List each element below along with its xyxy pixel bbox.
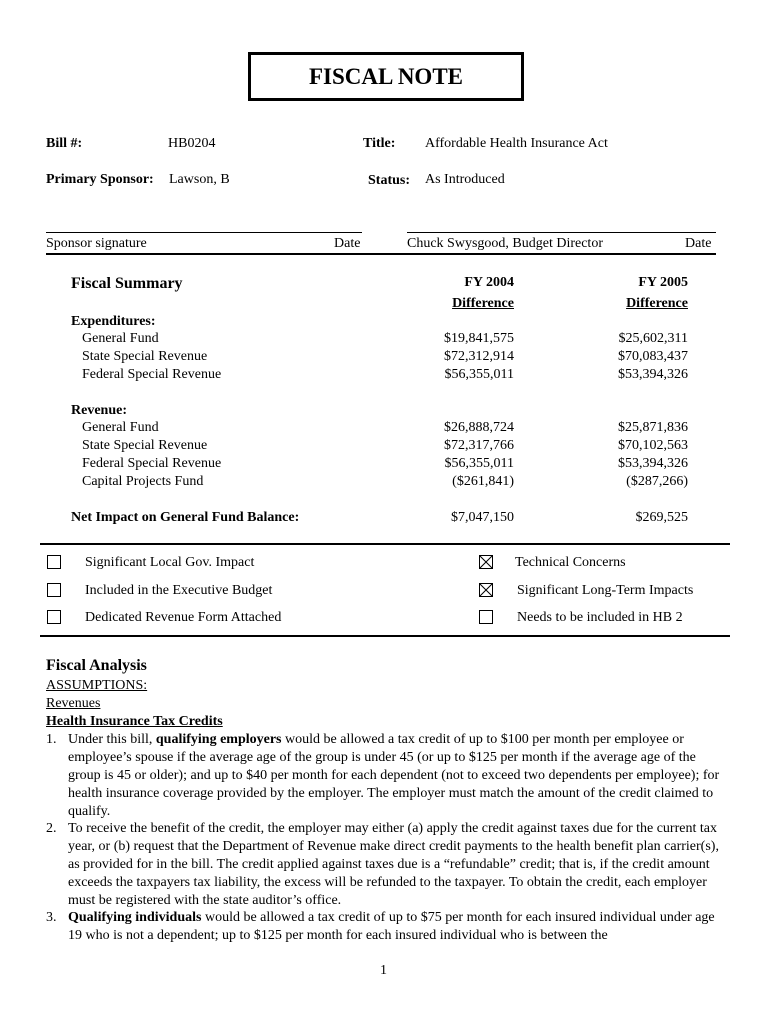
fiscal-summary-heading: Fiscal Summary <box>71 275 183 292</box>
expenditure-fy2004-value: $56,355,011 <box>444 367 514 382</box>
page-number: 1 <box>380 963 387 978</box>
checkbox-label: Needs to be included in HB 2 <box>517 610 683 625</box>
revenue-fy2004-value: ($261,841) <box>452 474 514 489</box>
checkbox-hb2[interactable] <box>479 610 493 624</box>
net-impact-fy2004-value: $7,047,150 <box>451 510 514 525</box>
revenue-row-label: Capital Projects Fund <box>82 474 204 489</box>
tax-credits-subheading: Health Insurance Tax Credits <box>46 714 223 729</box>
bill-title-value: Affordable Health Insurance Act <box>425 136 608 151</box>
bill-title-label: Title: <box>363 136 396 151</box>
checkbox-dedicated-revenue-form[interactable] <box>47 610 61 624</box>
checkbox-local-gov-impact[interactable] <box>47 555 61 569</box>
revenues-heading: Revenues <box>46 696 101 711</box>
expenditure-fy2004-value: $19,841,575 <box>444 331 514 346</box>
expenditure-row-label: State Special Revenue <box>82 349 208 364</box>
checkbox-label: Significant Local Gov. Impact <box>85 555 255 570</box>
sponsor-signature-label: Sponsor signature <box>46 236 147 251</box>
summary-divider-top <box>40 543 730 545</box>
expenditure-row-label: Federal Special Revenue <box>82 367 222 382</box>
director-date-label: Date <box>685 236 712 251</box>
expenditure-fy2005-value: $53,394,326 <box>618 367 688 382</box>
budget-director-label: Chuck Swysgood, Budget Director <box>407 236 603 251</box>
expenditure-fy2005-value: $25,602,311 <box>618 331 688 346</box>
status-value: As Introduced <box>425 172 505 187</box>
list-item-number: 1. <box>46 732 57 747</box>
checkbox-label: Significant Long-Term Impacts <box>517 583 694 598</box>
sponsor-date-label: Date <box>334 236 361 251</box>
revenue-fy2004-value: $26,888,724 <box>444 420 514 435</box>
checkbox-label: Dedicated Revenue Form Attached <box>85 610 282 625</box>
checked-x-icon <box>480 556 492 568</box>
director-signature-line <box>407 232 716 233</box>
fy2004-header: FY 2004 <box>464 275 514 290</box>
revenue-fy2005-value: ($287,266) <box>626 474 688 489</box>
fy2005-subheader: Difference <box>626 296 688 311</box>
expenditure-row-label: General Fund <box>82 331 159 346</box>
list-item-number: 2. <box>46 821 57 836</box>
revenue-fy2005-value: $25,871,836 <box>618 420 688 435</box>
header-divider <box>46 253 716 255</box>
fy2004-subheader: Difference <box>452 296 514 311</box>
bill-number-label: Bill #: <box>46 136 83 151</box>
checked-x-icon <box>480 584 492 596</box>
revenue-row-label: Federal Special Revenue <box>82 456 222 471</box>
revenue-row-label: General Fund <box>82 420 159 435</box>
checkbox-technical-concerns[interactable] <box>479 555 493 569</box>
net-impact-label: Net Impact on General Fund Balance: <box>71 510 300 525</box>
net-impact-fy2005-value: $269,525 <box>635 510 688 525</box>
list-item-number: 3. <box>46 910 57 925</box>
expenditure-fy2005-value: $70,083,437 <box>618 349 688 364</box>
fy2005-header: FY 2005 <box>638 275 688 290</box>
list-item-text: Under this bill, qualifying employers would be allowed a tax credit of up to $100 per month per employee or employee’s spouse if the average age of the group is under 45 (or up to $125 per month if the average age of the group is 45 or older); and up to $40 per month for each dependent (not to exceed two dependents per employee); for health insurance coverage provided by the employer. The employer must match the amount of the credit claimed to qualify. <box>68 732 720 819</box>
revenue-fy2005-value: $70,102,563 <box>618 438 688 453</box>
summary-divider-bottom <box>40 635 730 637</box>
revenue-fy2004-value: $56,355,011 <box>444 456 514 471</box>
checkbox-executive-budget[interactable] <box>47 583 61 597</box>
assumptions-heading: ASSUMPTIONS: <box>46 678 148 693</box>
revenue-fy2004-value: $72,317,766 <box>444 438 514 453</box>
status-label: Status: <box>368 173 411 188</box>
fiscal-analysis-heading: Fiscal Analysis <box>46 657 147 674</box>
list-item-text: To receive the benefit of the credit, the employer may either (a) apply the credit against taxes due for the current tax year, or (b) request that the Department of Revenue make direct credit payments to the health benefit plan carrier(s), as provided for in the bill. The credit applied against taxes due is a “refundable” credit; that is, if the credit amount exceeds the taxpayers tax liability, the excess will be refunded to the taxpayer. To obtain the credit, each employer must be registered with the state auditor’s office. <box>68 821 719 908</box>
revenue-fy2005-value: $53,394,326 <box>618 456 688 471</box>
expenditures-label: Expenditures: <box>71 314 156 329</box>
checkbox-long-term-impacts[interactable] <box>479 583 493 597</box>
primary-sponsor-label: Primary Sponsor: <box>46 172 154 187</box>
primary-sponsor-value: Lawson, B <box>169 172 230 187</box>
expenditure-fy2004-value: $72,312,914 <box>444 349 514 364</box>
sponsor-signature-line <box>46 232 362 233</box>
list-item-text: Qualifying individuals would be allowed a tax credit of up to $75 per month for each insured individual under age 19 who is not a dependent; up to $125 per month for each insured individual who is between the <box>68 910 715 943</box>
page-title <box>248 52 524 101</box>
bill-number-value: HB0204 <box>168 136 216 151</box>
checkbox-label: Included in the Executive Budget <box>85 583 273 598</box>
page-title-text: FISCAL NOTE <box>308 63 463 89</box>
checkbox-label: Technical Concerns <box>515 555 626 570</box>
revenue-label: Revenue: <box>71 403 127 418</box>
revenue-row-label: State Special Revenue <box>82 438 208 453</box>
